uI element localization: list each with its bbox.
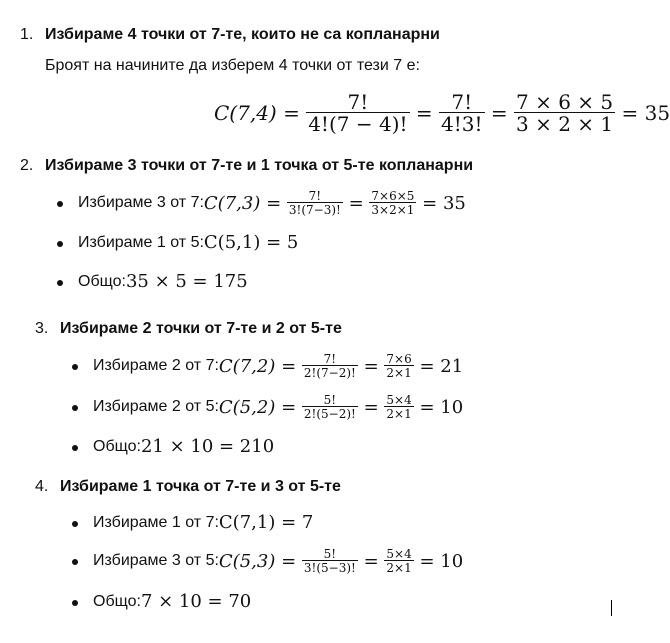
denominator: 2!(5−2)! [303, 407, 356, 421]
list-number: 3. [35, 320, 49, 337]
fraction [369, 190, 416, 216]
bullet-line [93, 512, 313, 533]
fraction [302, 548, 358, 574]
item-heading: Избираме 1 точка от 7-те и 3 от 5-те [60, 478, 341, 495]
bullet-label: Избираме 2 от 7: [93, 357, 219, 374]
bullet-label: Общо: [78, 272, 126, 290]
denominator: 2×1 [386, 407, 412, 421]
item-intro: Броят на начините да изберем 4 точки от тези 7 е: [45, 57, 420, 74]
formula-expression: 7 × 10 = 70 [140, 591, 252, 612]
fraction [306, 92, 409, 134]
bullet-label: Избираме 3 от 5: [93, 552, 219, 569]
numerator: 5! [323, 547, 337, 561]
denominator: 2!(7−2)! [303, 366, 356, 380]
formula-result: 35 [442, 192, 466, 214]
formula-expression: 21 × 10 = 210 [140, 436, 275, 457]
bullet-label: Избираме 1 от 5: [78, 233, 204, 251]
numerator: 7! [347, 90, 369, 114]
formula-lhs: C(7,4) [214, 101, 277, 125]
fraction [287, 190, 343, 216]
bullet-line [78, 271, 248, 292]
bullet-dot [72, 364, 78, 370]
item-heading: Избираме 3 точки от 7-те и 1 точка от 5-те копланарни [45, 157, 474, 174]
numerator: 5×4 [386, 393, 412, 407]
denominator: 2×1 [386, 561, 412, 575]
numerator: 7×6×5 [371, 189, 415, 203]
bullet-line [93, 591, 251, 612]
bullet-dot [72, 559, 78, 565]
item-heading: Избираме 2 точки от 7-те и 2 от 5-те [60, 320, 342, 337]
bullet-line: Избираме 2 от 7: C(7,2) = $\frac{7!}{2!(7-2)!}$ = $\frac{7\times 6}{2\times 1}$ = 21 [93, 352, 464, 380]
fraction [302, 394, 358, 420]
numerator: 7×6 [386, 352, 412, 366]
formula-result: 21 [440, 355, 464, 377]
denominator: 3 × 2 × 1 [516, 112, 614, 136]
bullet-label: Избираме 2 от 5: [93, 398, 219, 415]
list-number: 2. [20, 157, 34, 174]
formula-expression: 35 × 5 = 175 [125, 271, 248, 292]
denominator: 3!(5−3)! [303, 561, 356, 575]
numerator: 5! [323, 393, 337, 407]
denominator: 4!(7 − 4)! [308, 112, 408, 136]
fraction [384, 548, 413, 574]
bullet-label: Избираме 1 от 7: [93, 513, 219, 531]
denominator: 4!3! [441, 112, 483, 136]
denominator: 3×2×1 [371, 203, 415, 217]
numerator: 7 × 6 × 5 [516, 90, 614, 114]
formula-lhs: C(5,3) [218, 550, 276, 572]
denominator: 2×1 [386, 366, 412, 380]
bullet-dot [57, 201, 63, 207]
formula-lhs: C(5,2) [218, 396, 276, 418]
formula-result: 10 [440, 396, 464, 418]
formula-expression: C(7,1) = 7 [218, 512, 314, 533]
bullet-label: Общо: [93, 437, 141, 455]
formula-expression: C(5,1) = 5 [203, 232, 299, 253]
fraction [384, 353, 413, 379]
list-number: 1. [20, 26, 34, 43]
bullet-label: Избираме 3 от 7: [78, 194, 204, 211]
bullet-label: Общо: [93, 592, 141, 610]
formula-lhs: C(7,2) [218, 355, 276, 377]
bullet-dot [72, 445, 78, 451]
text-cursor [611, 600, 612, 616]
bullet-line: Избираме 3 от 7: C(7,3) = $\frac{7!}{3!(7-3)!}$ = $\frac{7\times 6\times 5}{3\times 2\times 1}$ = 35 [78, 189, 466, 217]
list-number: 4. [35, 478, 49, 495]
bullet-dot [57, 280, 63, 286]
bullet-line: Избираме 3 от 5: C(5,3) = $\frac{5!}{3!(5-3)!}$ = $\frac{5\times 4}{2\times 1}$ = 10 [93, 547, 464, 575]
numerator: 7! [308, 189, 322, 203]
fraction [439, 92, 485, 134]
numerator: 7! [451, 90, 473, 114]
numerator: 5×4 [386, 547, 412, 561]
formula-lhs: C(7,3) [203, 192, 261, 214]
item-heading: Избираме 4 точки от 7-те, които не са копланарни [45, 26, 440, 43]
numerator: 7! [323, 352, 337, 366]
combination-formula: C(7,4) = $\frac{7!}{4!(7 - 4)!}$ = $\frac{7!}{4!3!}$ = $\frac{7 \times 6 \times 5}{3 \times 2 \times 1}$ = 35 [214, 90, 670, 136]
fraction [514, 92, 615, 134]
fraction [384, 394, 413, 420]
bullet-line [93, 436, 274, 457]
formula-result: 10 [440, 550, 464, 572]
bullet-dot [72, 600, 78, 606]
bullet-dot [72, 521, 78, 527]
bullet-line: Избираме 2 от 5: C(5,2) = $\frac{5!}{2!(5-2)!}$ = $\frac{5\times 4}{2\times 1}$ = 10 [93, 393, 464, 421]
bullet-dot [72, 405, 78, 411]
denominator: 3!(7−3)! [288, 203, 341, 217]
formula-result: 35 [644, 101, 670, 125]
bullet-line [78, 232, 298, 253]
fraction [302, 353, 358, 379]
bullet-dot [57, 241, 63, 247]
